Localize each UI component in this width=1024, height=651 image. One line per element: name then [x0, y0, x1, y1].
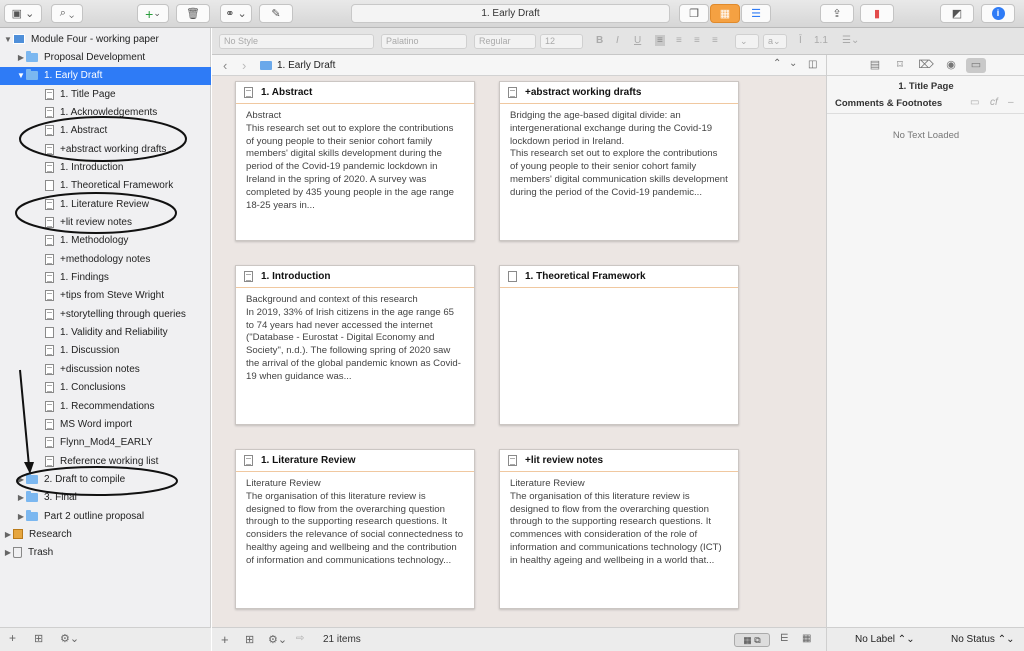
document-icon: [45, 107, 54, 118]
disclosure-closed-icon[interactable]: ▶: [4, 529, 12, 539]
empty-text: No Text Loaded: [892, 130, 960, 141]
justify-icon[interactable]: ≡: [712, 35, 718, 46]
binder-item-label: 1. Conclusions: [60, 382, 126, 394]
document-icon: [508, 87, 517, 98]
card-title[interactable]: +lit review notes: [525, 455, 604, 466]
add-icon[interactable]: +: [221, 632, 229, 647]
corkboard-footer: [212, 627, 826, 651]
binder-item[interactable]: [0, 177, 211, 195]
card-title-bar[interactable]: [236, 266, 474, 288]
document-icon: [45, 254, 54, 265]
card-title[interactable]: +abstract working drafts: [525, 87, 642, 98]
binder-item[interactable]: [0, 122, 211, 140]
metadata-tab-icon[interactable]: ⌦: [918, 59, 934, 71]
binder-item-label: 1. Early Draft: [44, 70, 103, 82]
binder-item[interactable]: [0, 397, 211, 415]
text-color-button[interactable]: ⌄: [735, 34, 759, 49]
window-title: 1. Early Draft: [351, 4, 670, 23]
card-title-bar[interactable]: [500, 450, 738, 472]
outline-view-button[interactable]: [741, 4, 771, 23]
binder-item[interactable]: [0, 287, 211, 305]
document-icon: [45, 290, 54, 301]
view-mode-button[interactable]: [4, 4, 42, 23]
gear-icon[interactable]: ⚙⌄: [268, 634, 288, 646]
index-card[interactable]: [235, 81, 475, 241]
research-icon: [13, 529, 23, 539]
split-icon[interactable]: ◫: [808, 59, 818, 70]
gear-icon[interactable]: ⚙⌄: [60, 633, 80, 645]
binder-item-label: +abstract working drafts: [60, 143, 167, 155]
breadcrumb[interactable]: 1. Early Draft: [277, 60, 336, 71]
bold-button[interactable]: B: [596, 35, 604, 46]
share-button[interactable]: [820, 4, 854, 23]
document-icon: [45, 199, 54, 210]
search-button[interactable]: [51, 4, 83, 23]
binder-item-label: Research: [29, 528, 72, 540]
binder-item-label: +lit review notes: [60, 217, 132, 228]
card-title[interactable]: 1. Literature Review: [261, 455, 356, 466]
folder-icon: [26, 493, 38, 502]
document-icon: [45, 364, 54, 375]
card-synopsis[interactable]: Literature Review The organisation of this literature review is designed to flow from the overarching question through to the supporting research questions. It considers the relevance of social connectedness to healthy ageing and wellbeing and the contribution of information and communications technology...: [246, 478, 464, 566]
binder-footer: [0, 627, 211, 651]
binder: [0, 28, 211, 651]
binder-item-label: 1. Validity and Reliability: [60, 327, 168, 339]
documents-icon: ❐: [689, 8, 699, 20]
inspector-tabs: [827, 55, 1024, 76]
binder-item-label: 1. Findings: [60, 272, 109, 284]
disclosure-open-icon[interactable]: ▼: [4, 34, 12, 44]
binder-item[interactable]: [0, 452, 211, 470]
corkboard: [212, 76, 826, 627]
binder-item[interactable]: [0, 214, 211, 232]
plus-icon: +: [145, 5, 154, 22]
add-folder-icon[interactable]: ⊞: [34, 633, 44, 645]
binder-item-label: 1. Methodology: [60, 235, 129, 247]
align-center-icon[interactable]: ≡: [676, 35, 682, 46]
card-synopsis[interactable]: Bridging the age-based digital divide: an intergenerational exchange during the Covid-19 lockdown period in Ireland. This research set out to explore the contributions of young people to their senior cohort family members' digital communication skills development during the period of the Covid-19 pandemic...: [510, 110, 728, 198]
document-icon: [45, 345, 54, 356]
add-comment-icon[interactable]: ▭: [970, 97, 980, 108]
document-icon: [45, 89, 54, 100]
comments-tab-icon[interactable]: ▭: [966, 58, 986, 73]
grid-size-icon[interactable]: ▦: [802, 633, 812, 644]
navigate-up-icon[interactable]: ⌃: [773, 58, 782, 69]
index-card[interactable]: [499, 449, 739, 609]
label-select[interactable]: No Label ⌃⌄: [855, 634, 915, 645]
add-folder-icon[interactable]: ⊞: [245, 634, 255, 646]
binder-item-label: +storytelling through queries: [60, 308, 186, 320]
folder-icon: [26, 512, 38, 521]
card-title[interactable]: 1. Abstract: [261, 87, 313, 98]
bookmark-icon: ▮: [873, 8, 881, 20]
document-icon: [45, 144, 54, 155]
snapshots-tab-icon[interactable]: ◉: [946, 59, 956, 71]
binder-item-label: +tips from Steve Wright: [60, 290, 165, 302]
forward-icon[interactable]: ›: [242, 58, 247, 73]
underline-button[interactable]: U: [634, 35, 642, 46]
binder-item[interactable]: [0, 232, 211, 250]
document-icon: [45, 456, 54, 467]
info-icon: i: [992, 7, 1005, 20]
disclosure-closed-icon[interactable]: ▶: [17, 493, 25, 503]
binder-item[interactable]: [0, 30, 211, 48]
card-synopsis[interactable]: Abstract This research set out to explore the contributions of young people to their senior cohort family members' digital skills development during the period of the Covid-19 pandemic lockdown in Ireland in the spring of 2020. A survey was completed by 435 young people in the age range 18-25 years in...: [246, 110, 455, 211]
binder-item[interactable]: [0, 470, 211, 488]
card-title-bar[interactable]: [500, 82, 738, 104]
binder-item-label: 1. Title Page: [60, 88, 116, 100]
binder-item-label: 1. Literature Review: [60, 198, 149, 210]
list-icon[interactable]: ☰⌄: [842, 35, 860, 46]
binder-item-label: Flynn_Mod4_EARLY: [60, 437, 153, 449]
index-card[interactable]: [235, 449, 475, 609]
binder-item[interactable]: [0, 250, 211, 268]
move-icon[interactable]: ⇨: [296, 633, 305, 644]
disclosure-closed-icon[interactable]: ▶: [17, 474, 25, 484]
card-layout-toggle[interactable]: ▦ ⧉: [734, 633, 770, 647]
binder-item[interactable]: [0, 360, 211, 378]
binder-item[interactable]: [0, 379, 211, 397]
bookmarks-tab-icon[interactable]: ⌑: [897, 59, 903, 71]
document-icon: [45, 309, 54, 320]
align-right-icon[interactable]: ≡: [694, 35, 700, 46]
folder-icon: [26, 71, 38, 80]
document-icon: [244, 271, 253, 282]
binder-item[interactable]: [0, 195, 211, 213]
sidebar-icon: ▣ ⌄: [11, 8, 35, 20]
line-spacing-icon: Ī: [799, 35, 802, 46]
card-synopsis[interactable]: [500, 288, 738, 418]
binder-item-label: Proposal Development: [44, 51, 146, 63]
remove-comment-icon[interactable]: –: [1008, 97, 1014, 108]
folder-icon: [260, 61, 272, 70]
delete-button[interactable]: [176, 4, 210, 23]
binder-item[interactable]: [0, 489, 211, 507]
navigate-down-icon[interactable]: ⌄: [789, 58, 798, 69]
binder-item-label: 3. Final: [44, 492, 77, 504]
corkboard-view-button[interactable]: [710, 4, 740, 23]
draft-icon: [13, 34, 25, 44]
trash-icon: [13, 547, 22, 558]
edit-button[interactable]: [259, 4, 293, 23]
card-title[interactable]: 1. Introduction: [261, 271, 331, 282]
font-size-select[interactable]: 12: [540, 34, 583, 49]
index-card[interactable]: [235, 265, 475, 425]
trash-icon: 🗑: [186, 8, 200, 20]
toolbar: [0, 0, 1024, 28]
composition-button[interactable]: [940, 4, 974, 23]
binder-item[interactable]: [0, 342, 211, 360]
document-icon: [45, 437, 54, 448]
add-footnote-icon[interactable]: cf: [990, 97, 998, 108]
italic-button[interactable]: I: [616, 35, 619, 46]
binder-item-label: 1. Abstract: [60, 125, 108, 137]
document-icon: [45, 125, 54, 136]
inspector-doc-title: 1. Title Page: [898, 81, 954, 92]
item-count: 21 items: [323, 634, 361, 645]
align-left-icon[interactable]: ≡: [657, 35, 663, 46]
add-button[interactable]: + ⌄: [137, 4, 169, 23]
binder-item-label: Reference working list: [60, 455, 159, 467]
link-icon: ⚭ ⌄: [225, 8, 247, 20]
disclosure-open-icon[interactable]: ▼: [17, 71, 25, 81]
blank-document-icon: [45, 180, 54, 191]
binder-item[interactable]: [0, 269, 211, 287]
index-card[interactable]: [499, 265, 739, 425]
inspector-footer: [827, 627, 1024, 651]
binder-item-label: Part 2 outline proposal: [44, 510, 145, 522]
font-weight-select[interactable]: Regular: [474, 34, 536, 49]
document-icon: [45, 382, 54, 393]
format-bar: [212, 28, 1024, 55]
card-synopsis[interactable]: Literature Review The organisation of this literature review is designed to flow from the overarching question through to the supporting research questions. It commences with consideration of the role of information and communications technology (ICT) in healthy ageing and wellbeing in a world that...: [510, 478, 722, 566]
document-icon: [508, 455, 517, 466]
compose-icon: ◩: [951, 8, 963, 20]
binder-item[interactable]: [0, 415, 211, 433]
binder-item[interactable]: [0, 525, 211, 543]
status-select[interactable]: No Status ⌃⌄: [951, 634, 1015, 645]
binder-item-label: Module Four - working paper: [31, 33, 159, 45]
binder-item-label: MS Word import: [60, 418, 133, 430]
disclosure-closed-icon[interactable]: ▶: [4, 548, 12, 558]
binder-item[interactable]: [0, 544, 211, 562]
inspector-panel: [826, 55, 1024, 651]
binder-item[interactable]: [0, 507, 211, 525]
list-icon: ☰: [751, 8, 761, 20]
card-title-bar[interactable]: [500, 266, 738, 288]
document-icon: [45, 401, 54, 412]
scrivenings-view-button[interactable]: [679, 4, 709, 23]
line-spacing-value[interactable]: 1.1: [814, 35, 828, 46]
document-icon: [45, 235, 54, 246]
style-select[interactable]: No Style: [219, 34, 374, 49]
binder-item[interactable]: [0, 140, 211, 158]
editor-header: [212, 55, 826, 76]
folder-icon: [26, 475, 38, 484]
disclosure-closed-icon[interactable]: ▶: [17, 52, 25, 62]
binder-item[interactable]: [0, 103, 211, 121]
link-button[interactable]: [220, 4, 252, 23]
back-icon[interactable]: ‹: [223, 58, 228, 73]
disclosure-closed-icon[interactable]: ▶: [17, 511, 25, 521]
document-icon: [244, 455, 253, 466]
inspector-button[interactable]: [981, 4, 1015, 23]
grid-icon: ▦: [719, 8, 731, 20]
binder-item-label: 1. Discussion: [60, 345, 120, 357]
document-icon: [45, 419, 54, 430]
binder-item[interactable]: [0, 305, 211, 323]
binder-item[interactable]: [0, 158, 211, 176]
blank-document-icon: [508, 271, 517, 282]
folder-icon: [26, 53, 38, 62]
notes-tab-icon[interactable]: ▤: [869, 59, 881, 71]
document-icon: [45, 272, 54, 283]
document-icon: [244, 87, 253, 98]
bookmark-button[interactable]: [860, 4, 894, 23]
binder-item[interactable]: [0, 434, 211, 452]
blank-document-icon: [45, 327, 54, 338]
font-select[interactable]: Palatino: [381, 34, 467, 49]
binder-item[interactable]: [0, 324, 211, 342]
status-value: No Status: [951, 634, 995, 645]
card-synopsis[interactable]: Background and context of this research In 2019, 33% of Irish citizens in the age range 65 to 74 years had never accessed the internet ("Database - Eurostat - Digital Economy and Society", n.d.). The following spring of 2020 saw the arrival of the global pandemic known as Covid-19 when guidance was...: [246, 294, 461, 382]
card-title-bar[interactable]: [236, 82, 474, 104]
binder-item-label: 1. Theoretical Framework: [60, 180, 174, 192]
share-icon: ⇪: [832, 8, 842, 20]
binder-item[interactable]: [0, 67, 211, 85]
binder-item-label: 1. Recommendations: [60, 400, 155, 412]
comments-section-title: Comments & Footnotes: [835, 98, 943, 109]
binder-item-label: Trash: [28, 547, 54, 559]
label-value: No Label: [855, 634, 896, 645]
binder-item-label: 1. Introduction: [60, 161, 124, 173]
binder-item[interactable]: [0, 85, 211, 103]
document-icon: [45, 217, 54, 228]
binder-item-label: +methodology notes: [60, 253, 151, 265]
search-icon: ⌕ ⌄: [59, 7, 75, 19]
arrange-icon[interactable]: ⋿: [780, 633, 789, 644]
card-title-bar[interactable]: [236, 450, 474, 472]
highlight-button[interactable]: a⌄: [763, 34, 787, 49]
binder-item-label: 2. Draft to compile: [44, 473, 126, 485]
card-title[interactable]: 1. Theoretical Framework: [525, 271, 646, 282]
binder-item[interactable]: [0, 48, 211, 66]
add-icon[interactable]: +: [9, 631, 17, 645]
index-card[interactable]: [499, 81, 739, 241]
pencil-icon: ✎: [271, 8, 281, 20]
document-icon: [45, 162, 54, 173]
binder-item-label: +discussion notes: [60, 363, 140, 375]
binder-item-label: 1. Acknowledgements: [60, 106, 158, 118]
